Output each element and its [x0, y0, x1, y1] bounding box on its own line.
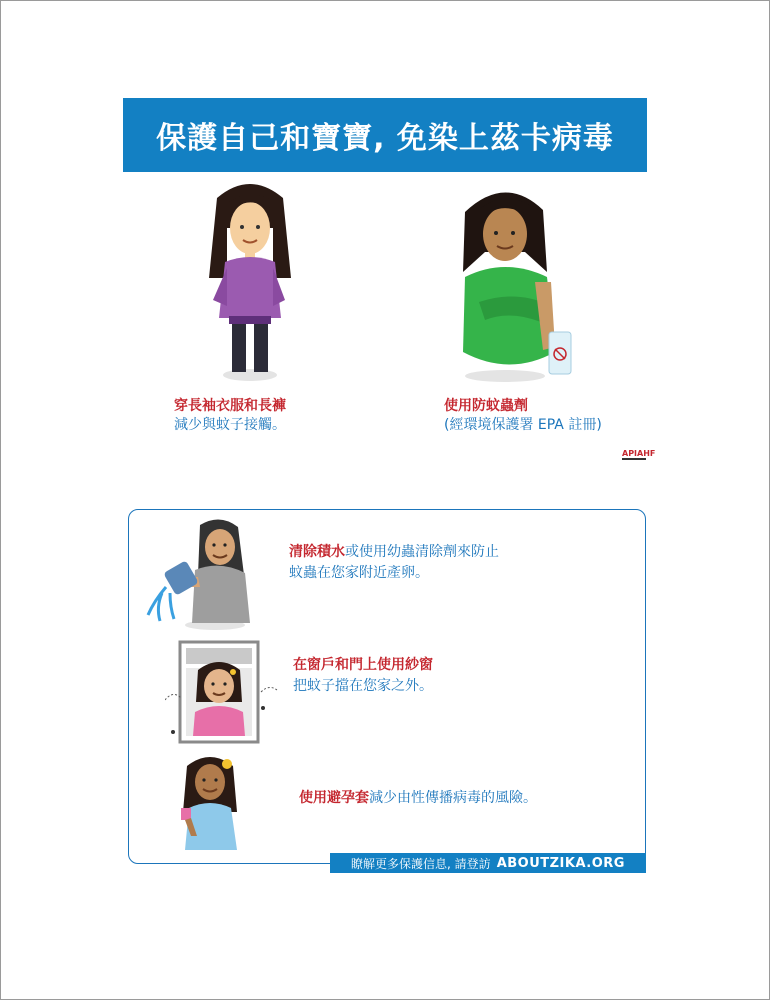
woman-condom-illustration — [175, 752, 245, 852]
tip-heading: 清除積水 — [289, 544, 345, 560]
tip-long-sleeves — [174, 397, 286, 435]
footer-text: 瞭解更多保護信息, 請登訪 — [351, 856, 491, 871]
woman-empty-bucket-illustration — [140, 515, 255, 630]
footer-link[interactable]: ABOUTZIKA.ORG — [496, 855, 625, 871]
tip-heading: 使用避孕套 — [299, 790, 369, 806]
woman-long-sleeves-illustration — [205, 178, 295, 383]
tip-standing-water — [289, 542, 499, 584]
tip-text-inline: 或使用幼蟲清除劑來防止 — [345, 544, 499, 560]
tip-condoms — [299, 788, 537, 809]
tip-text-inline: 減少由性傳播病毒的風險。 — [369, 790, 537, 806]
tip-text: 蚊蟲在您家附近產卵。 — [289, 565, 429, 581]
tip-text: 減少與蚊子接觸。 — [174, 417, 286, 433]
tip-heading: 在窗戶和門上使用紗窗 — [293, 657, 433, 673]
tip-heading: 穿長袖衣服和長褲 — [174, 398, 286, 414]
tip-window-screens — [293, 655, 433, 697]
tip-text: 把蚊子擋在您家之外。 — [293, 678, 433, 694]
tip-text: (經環境保護署 EPA 註冊) — [444, 417, 602, 433]
footer-bar — [330, 853, 646, 873]
tip-repellent — [444, 397, 602, 435]
logo-underline — [622, 458, 646, 460]
woman-repellent-illustration — [455, 182, 580, 382]
tip-heading: 使用防蚊蟲劑 — [444, 398, 528, 414]
woman-window-screen-illustration — [165, 640, 280, 745]
apiahf-logo: APIAHF — [622, 449, 656, 458]
page-title: 保護自己和寶寶, 免染上茲卡病毒 — [123, 98, 647, 172]
